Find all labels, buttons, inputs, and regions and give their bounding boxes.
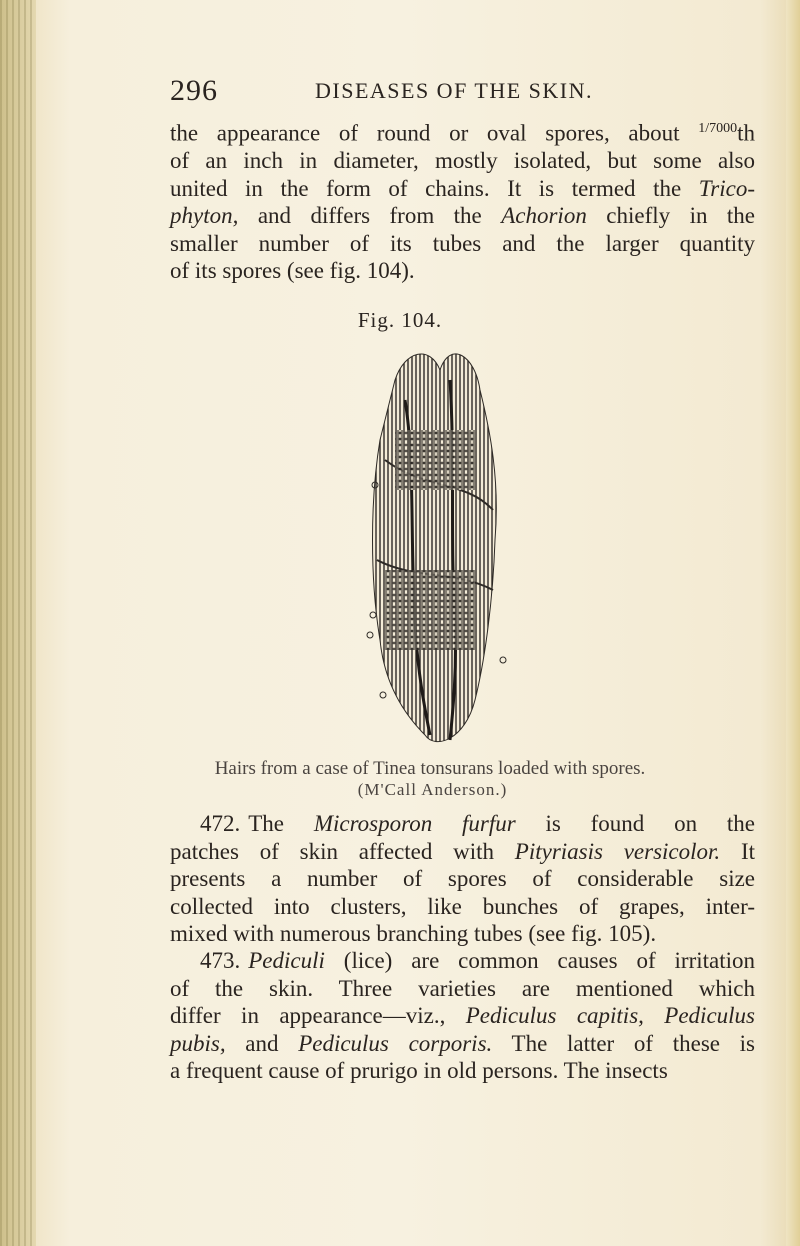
text-line: patches of skin affected with Pityriasis versicolor. It <box>170 838 756 864</box>
text-line: smaller number of its tubes and the larger quantity <box>170 230 755 256</box>
text-line: of its spores (see fig. 104). <box>170 258 415 284</box>
text-line: mixed with numerous branching tubes (see fig. 105). <box>170 921 657 946</box>
figure-credit: (M'Call Anderson.) <box>357 780 508 799</box>
section-number: 473. <box>200 948 241 973</box>
page-edge <box>786 0 800 1246</box>
text-line: 472. The Microsporon furfur is found on the <box>200 811 755 836</box>
section-number: 472. <box>200 811 241 836</box>
figure-caption: Hairs from a case of Tinea tonsurans loaded with spores. <box>214 758 646 779</box>
running-head: DISEASES OF THE SKIN. <box>315 78 594 103</box>
text-line: collected into clusters, like bunches of grapes, inter- <box>170 893 755 919</box>
text-line: the appearance of round or oval spores, about $^{1/7000}$th <box>170 120 756 146</box>
text-line: differ in appearance—viz., Pediculus capitis, Pediculus <box>170 1003 755 1028</box>
text-line: a frequent cause of prurigo in old persons. The insects <box>170 1058 668 1083</box>
text-line: phyton, and differs from the Achorion chiefly in the <box>170 203 756 229</box>
page-gutter <box>0 0 36 1246</box>
text-line: pubis, and Pediculus corporis. The latter of these is <box>170 1030 756 1056</box>
page-number: 296 <box>170 74 218 107</box>
text-line: 473. Pediculi (lice) are common causes of irritation <box>200 948 756 973</box>
paragraph-473 <box>170 947 755 1085</box>
page-header <box>170 74 730 108</box>
text-line: of an inch in diameter, mostly isolated, but some also <box>170 148 755 174</box>
paragraph-472 <box>170 810 755 948</box>
text-line: united in the form of chains. It is termed the Trico- <box>170 175 756 201</box>
hair-spores-illustration <box>355 340 525 755</box>
figure-label: Fig. 104. <box>357 308 443 332</box>
text-line: of the skin. Three varieties are mentioned which <box>170 975 755 1001</box>
paragraph-spores <box>170 115 755 285</box>
fraction: 1/7000 <box>698 121 738 136</box>
text-line: presents a number of spores of considerable size <box>170 866 755 891</box>
